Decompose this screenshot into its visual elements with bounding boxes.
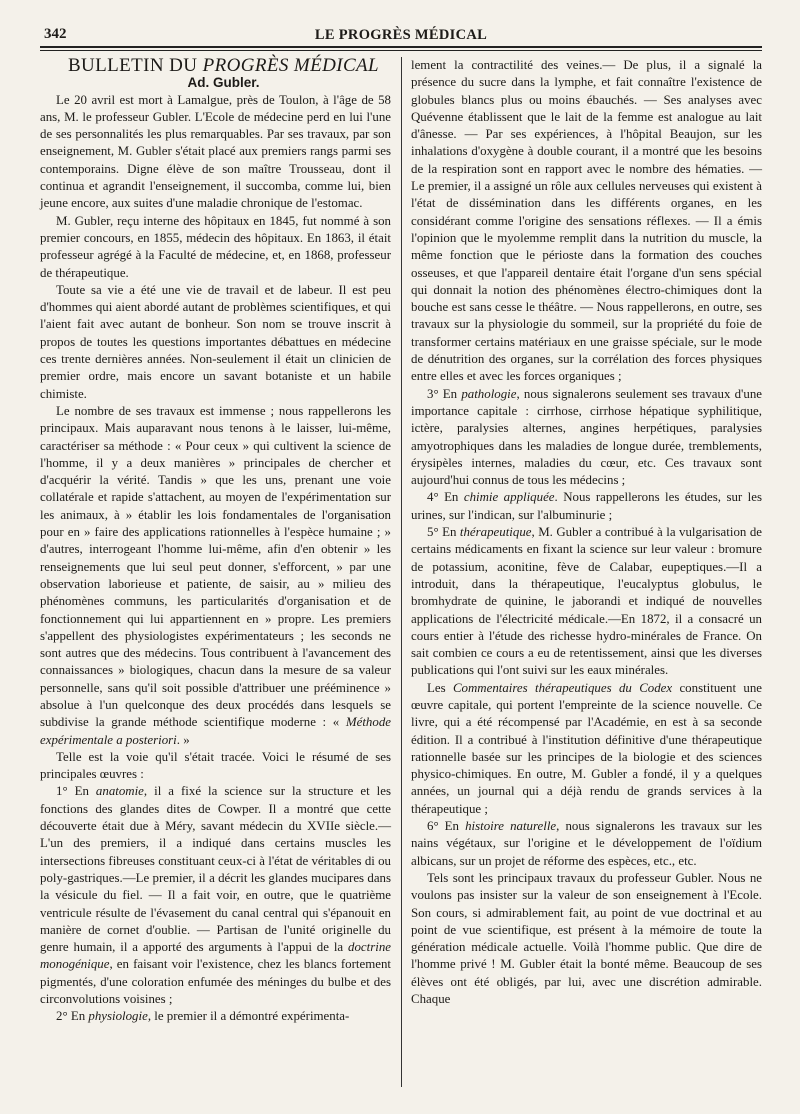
physiology-text: , le premier il a démontré expérimenta-: [147, 1009, 350, 1024]
pathology-number: 3° En: [427, 386, 462, 401]
commentaires-text: constituent une œuvre capitale, qui portent l'empreinte de la science nouvelle. Ce livre, qui a été récompensé par l'Académie, en est à sa seconde édition. Il a contribué à l'institution définitive d'une thérapeutique rationnelle basée sur les principes de la biologie et des sciences physico-chimiques. En outre, M. Gubler a fondé, il y a quelques années, un journal qui a déjà rendu de grands services à la thérapeutique ;: [411, 680, 762, 816]
paragraph-method: [40, 403, 391, 749]
pathology-emph: pathologie: [461, 386, 517, 401]
paragraph-physiology-start: [40, 1008, 391, 1025]
commentaires-lead: Les: [427, 680, 453, 695]
bulletin-title-prefix: BULLETIN DU: [67, 55, 203, 76]
chemistry-number: 4° En: [427, 490, 464, 505]
paragraph-natural-history: [411, 818, 762, 870]
natural-history-text: , nous signalerons les travaux sur les nains végétaux, sur l'origine et le développement de l'oïdium albicans, sur un projet de réforme des espèces, etc., etc.: [411, 819, 762, 868]
header-rule: [40, 46, 762, 51]
bulletin-title: [40, 57, 391, 74]
paragraph-pathology: [411, 386, 762, 490]
method-quote-end: . »: [176, 732, 190, 747]
paragraph-summary-intro: Telle est la voie qu'il s'était tracée. Voici le résumé de ses principales œuvres :: [40, 749, 391, 782]
bulletin-title-emph: PROGRÈS MÉDICAL: [202, 55, 380, 76]
chemistry-emph: chimie appliquée: [463, 490, 555, 505]
paragraph-intro: Le 20 avril est mort à Lamalgue, près de Toulon, à l'âge de 58 ans, M. le professeur Gubler. L'Ecole de médecine perd en lui l'une de ses personnalités les plus remarquables. Par ses travaux, par son enseignement, M. Gubler s'était placé aux premiers rangs parmi ses contemporains. Digne élève de son maître Trousseau, dont il continua et agrandit l'enseignement, il succomba, comme lui, bien jeune encore, aux suites d'une maladie chronique de l'estomac.: [40, 92, 391, 211]
paragraph-life: Toute sa vie a été une vie de travail et de labeur. Il est peu d'hommes qui aient abordé autant de problèmes scientifiques, et qui l'aient fait avec autant de bonheur. Son nom se trouve inscrit à propos de toutes les questions importantes débattues en médecine ces trente dernières années. Non-seulement il était un clinicien de premier ordre, mais encore un savant botaniste et un habile chimiste.: [40, 282, 391, 401]
physiology-number: 2° En: [56, 1009, 89, 1024]
page-number: 342: [44, 26, 67, 42]
paragraph-career: M. Gubler, reçu interne des hôpitaux en 1845, fut nommé à son premier concours, en 1855, médecin des hôpitaux. En 1863, il était professeur agrégé à la Faculté de médecine, et, en 1868, professeur de thérapeutique.: [40, 213, 391, 280]
right-column: [411, 57, 762, 1087]
physiology-emph: physiologie: [88, 1009, 148, 1024]
paragraph-therapeutics: [411, 524, 762, 680]
anatomy-doctrine-emph: doctrine monogénique: [40, 940, 391, 972]
running-head: [40, 22, 762, 44]
anatomy-number: 1° En: [56, 784, 96, 799]
chemistry-text: . Nous rappellerons les études, sur les urines, sur l'indican, sur l'albuminurie ;: [411, 490, 762, 522]
paragraph-anatomy: [40, 783, 391, 1008]
anatomy-text: , il a fixé la science sur la structure et les fonctions des glandes dites de Cowper. Il a montré que cette découverte était due à Méry, savant médecin du XVIIe siècle.— L'un des premiers, il a indiqué dans certains muscles les intersections fibreuses constituant ceux-ci à l'état de véritables di ou poly-gastriques.—Le premier, il a décrit les glandes mucipares dans la vésicule du fiel. — Il a fait voir, en outre, que le quatrième ventricule résulte de l'évasement du canal central qui s'épanouit en manière de cornet d'oublie. — Partisan de l'unité originelle du genre humain, il a apporté des arguments à l'appui de la: [40, 784, 391, 955]
article-heading: Ad. Gubler.: [187, 75, 260, 91]
left-column: [40, 57, 399, 1087]
paragraph-chemistry: [411, 489, 762, 524]
therapeutics-number: 5° En: [427, 525, 460, 540]
therapeutics-text: , M. Gubler a contribué à la vulgarisation de certains médicaments en fixant la science sur leur valeur : bromure de potassium, aconitine, fève de Calabar, eupeptiques.—Il a introduit, dans la thérapeutique, l'eucalyptus globulus, le bromhydrate de quinine, le jaborandi et indiqué de nouvelles applications de l'électricité médicale.—En 1872, il a consacré un cours entier à l'étude des richesse hydro-minérales de France. On sait combien ce cours a eu de retentissement, ainsi que les diverses publications qui l'ont suivi sur les eaux minérales.: [411, 525, 762, 678]
natural-history-number: 6° En: [427, 819, 466, 834]
pathology-text: , nous signalerons seulement ses travaux d'une importance capitale : cirrhose, cirrhose hépatique syphilitique, ictère, paralysies alternes, angines herpétiques, paralysies amyotrophiques dans les maladies de longue durée, tremblements, érysipèles internes, maladies du cœur, etc. Ces travaux sont aujourd'hui connus de tous les médecins ;: [411, 386, 762, 488]
method-quote-emph: Méthode expérimentale a posteriori: [40, 715, 391, 747]
paragraph-commentaires: [411, 680, 762, 818]
paragraph-physiology-cont: lement la contractilité des veines.— De plus, il a signalé la présence du sucre dans la lymphe, et fait connaître l'existence de globules blancs plus ou moins ébauchés. — Ses analyses avec Quévenne établissent que le lait de la femme est analogue au lait d'ânesse. — Par ses expériences, à l'hôpital Beaujon, sur les inhalations d'oxygène à double courant, il a montré que les besoins de la respiration sont en rapport avec le nombre des hématies. — Le premier, il a assigné un rôle aux cellules nerveuses qui existent à l'état de dissémination dans les différents organes, en les considérant comme l'origine des sensations réflexes. — Il a émis l'opinion que le myolemme remplit dans la nutrition du muscle, la même fonction que le périoste dans la formation des couches osseuses, et que l'appareil dentaire était l'organe d'un sens spécial qui donnait la notion des phénomènes électro-chimiques dont la bouche est sans cesse le théâtre. — Nous rappellerons, en outre, ses travaux sur la physiologie du sommeil, sur la propriété du foie de transformer certains matériaux en une graisse spéciale, sur le mode de dénutrition des organes, sur la corrélation des forces physiques entre elles et avec les forces organiques ;: [411, 58, 762, 384]
column-divider: [401, 57, 402, 1087]
therapeutics-emph: thérapeutique: [459, 525, 532, 540]
natural-history-emph: histoire naturelle: [465, 819, 557, 834]
anatomy-emph: anatomie: [95, 784, 144, 799]
commentaires-emph: Commentaires thérapeutiques du Codex: [452, 680, 673, 695]
method-quote: Le nombre de ses travaux est immense ; nous rappellerons les principaux. Mais auparavant nous tenons à le laisser, lui-même, caractériser sa méthode : « Pour ceux » qui cultivent la science de l'homme, il y a deux manières » principales de chercher et d'acquérir la vérité. Tandis » que les uns, prenant une voie collatérale et rapide s'attachent, au moyen de l'expérimentation sur les animaux, à » établir les lois fondamentales de l'organisation pour en » faire des applications rationnelles à l'espèce humaine ; » d'autres, interrogeant l'homme lui-même, afin d'en obtenir » les renseignements que lui seul peut donner, s'efforcent, » par une observation laborieuse et patiente, de saisir, au » milieu des phénomènes communs, les particularités d'organisation et de fonctionnement qui lui appartiennent en » propre. Les premiers s'appellent des physiologistes expérimentateurs ; les seconds ne sont autres que des médecins. Tous contribuent à l'avancement des connaissances » biologiques, chacun dans la mesure de sa valeur personnelle, sans qu'il soit possible d'attribuer une prééminence » absolue à l'un quelconque des deux procédés dans lesquels se subdivise la grande méthode scientifique moderne : «: [40, 403, 391, 730]
journal-title: LE PROGRÈS MÉDICAL: [314, 27, 488, 43]
article-columns: [40, 57, 762, 1087]
paragraph-conclusion: Tels sont les principaux travaux du professeur Gubler. Nous ne voulons pas insister sur la valeur de son enseignement à l'Ecole. Son cours, si admirablement fait, au point de vue doctrinal et au point de vue scientifique, est présent à la mémoire de toute la génération médicale actuelle. Voilà l'homme public. Que dire de l'homme privé ! M. Gubler était la bonté même. Beaucoup de ses élèves ont été obligés, par lui, avec une discrétion admirable. Chaque: [411, 870, 762, 1007]
anatomy-text-end: , en faisant voir l'existence, chez les blancs fortement pigmentés, d'une coloration enfumée des méninges du bulbe et des circonvolutions voisines ;: [40, 957, 391, 1007]
